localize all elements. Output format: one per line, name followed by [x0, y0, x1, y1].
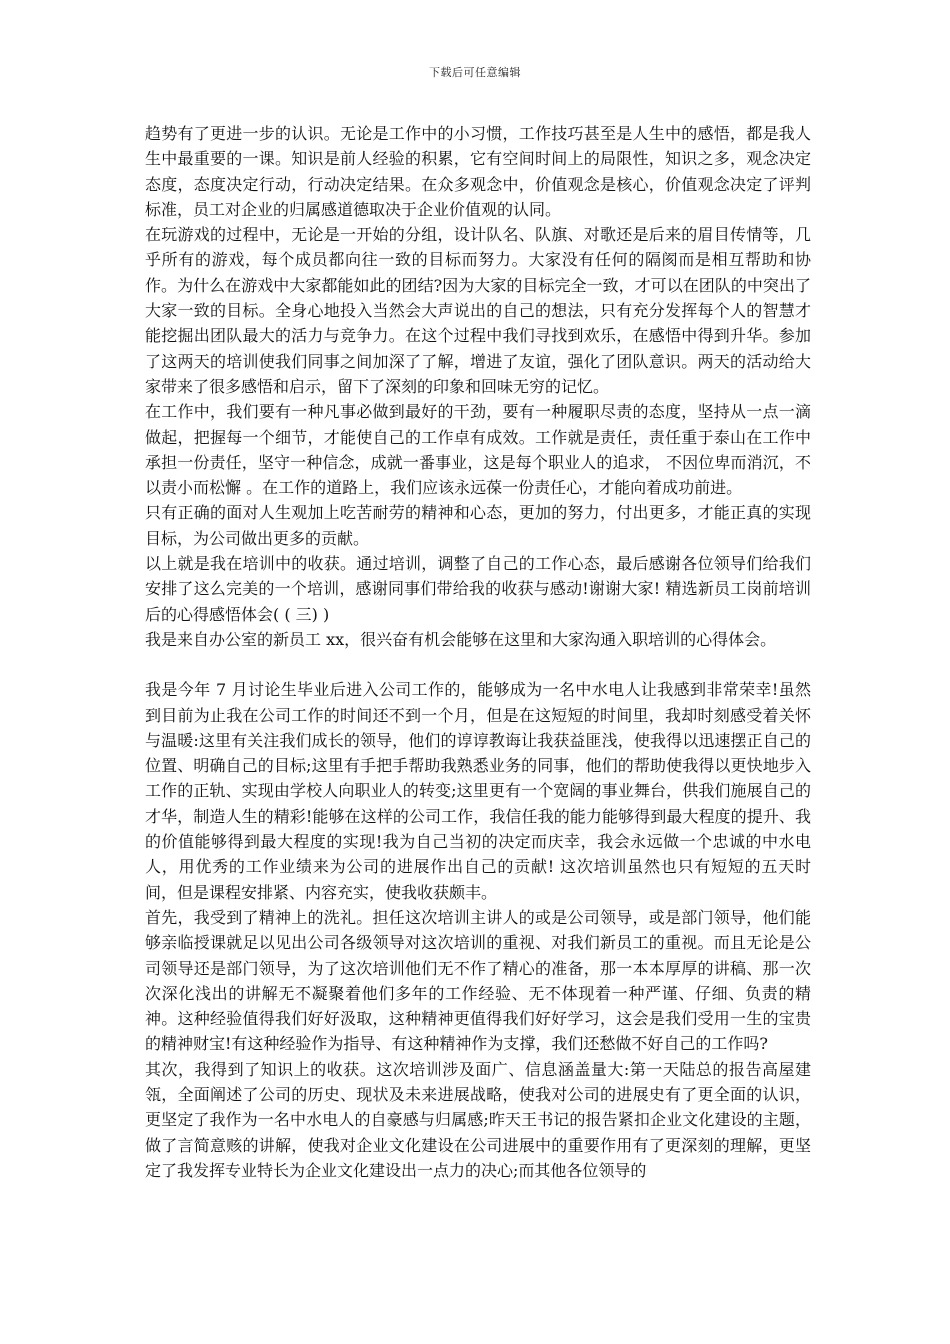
paragraph-8: 首先，我受到了精神上的洗礼。担任这次培训主讲人的或是公司领导，或是部门领导，他们能够亲临授课就足以见出公司各级领导对这次培训的重视、对我们新员工的重视。而且无论是公司领导还是部门领导，为了这次培训他们无不作了精心的准备，那一本本厚厚的讲稿、那一次次深化浅出的讲解无不凝聚着他们多年的工作经验、无不体现着一种严谨、仔细、负责的精神。这种经验值得我们好好汲取，这种精神更值得我们好好学习，这会是我们受用一生的宝贵的精神财宝!有这种经验作为指导、有这种精神作为支撑，我们还愁做不好自己的工作吗? — [145, 907, 811, 1054]
paragraph-spacer — [145, 652, 811, 677]
paragraph-6: 我是来自办公室的新员工 xx，很兴奋有机会能够在这里和大家沟通入职培训的心得体会。 — [145, 629, 777, 649]
paragraph-3: 在工作中，我们要有一种凡事必做到最好的干劲，要有一种履职尽责的态度，坚持从一点一滴做起，把握每一个细节，才能使自己的工作卓有成效。工作就是责任，责任重于泰山在工作中承担一份责任，坚守一种信念，成就一番事业，这是每个职业人的追求， 不因位卑而消沉，不以责小而松懈 。在工作的道路上，我们应该永远葆一份责任心，才能向着成功前进。 — [145, 402, 811, 498]
paragraph-4: 只有正确的面对人生观加上吃苦耐劳的精神和心态，更加的努力，付出更多，才能正真的实现目标，为公司做出更多的贡献。 — [145, 503, 811, 548]
document-body — [145, 121, 811, 1183]
paragraph-9: 其次，我得到了知识上的收获。这次培训涉及面广、信息涵盖量大:第一天陆总的报告高屋建瓴，全面阐述了公司的历史、现状及未来进展战略，使我对公司的进展史有了更全面的认识，更坚定了我作为一名中水电人的自豪感与归属感;昨天王书记的报告紧扣企业文化建设的主题，做了言简意赅的讲解，使我对企业文化建设在公司进展中的重要作用有了更深刻的理解，更坚定了我发挥专业特长为企业文化建设出一点力的决心;而其他各位领导的 — [145, 1059, 811, 1180]
paragraph-5: 以上就是我在培训中的收获。通过培训，调整了自己的工作心态，最后感谢各位领导们给我们安排了这么完美的一个培训，感谢同事们带给我的收获与感动!谢谢大家! 精选新员工岗前培训后的心得感悟体会( ( 三) ) — [145, 554, 811, 624]
paragraph-1: 趋势有了更进一步的认识。无论是工作中的小习惯，工作技巧甚至是人生中的感悟，都是我人生中最重要的一课。知识是前人经验的积累，它有空间时间上的局限性，知识之多，观念决定态度，态度决定行动，行动决定结果。在众多观念中，价值观念是核心，价值观念决定了评判标准，员工对企业的归属感道德取决于企业价值观的认同。 — [145, 124, 811, 219]
paragraph-7: 我是今年 7 月讨论生毕业后进入公司工作的，能够成为一名中水电人让我感到非常荣幸!虽然到目前为止我在公司工作的时间还不到一个月，但是在这短短的时间里，我却时刻感受着关怀与温暖:这里有关注我们成长的领导，他们的谆谆教诲让我获益匪浅，使我得以迅速摆正自己的位置、明确自己的目标;这里有手把手帮助我熟悉业务的同事，他们的帮助使我得以更快地步入工作的正轨、实现由学校人向职业人的转变;这里更有一个宽阔的事业舞台，供我们施展自己的才华，制造人生的精彩!能够在这样的公司工作，我信任我的能力能够得到最大程度的提升、我的价值能够得到最大程度的实现!我为自己当初的决定而庆幸，我会永远做一个忠诚的中水电人，用优秀的工作业绩来为公司的进展作出自己的贡献! 这次培训虽然也只有短短的五天时间，但是课程安排紧、内容充实，使我收获颇丰。 — [145, 680, 811, 902]
paragraph-2: 在玩游戏的过程中，无论是一开始的分组，设计队名、队旗、对歌还是后来的眉目传情等，几乎所有的游戏，每个成员都向往一致的目标而努力。大家没有任何的隔阂而是相互帮助和协作。为什么在游戏中大家都能如此的团结?因为大家的目标完全一致，才可以在团队的中突出了大家一致的目标。全身心地投入当然会大声说出的自己的想法，只有充分发挥每个人的智慧才能挖掘出团队最大的活力与竞争力。在这个过程中我们寻找到欢乐，在感悟中得到升华。参加了这两天的培训使我们同事之间加深了了解，增进了友谊，强化了团队意识。两天的活动给大家带来了很多感悟和启示，留下了深刻的印象和回味无穷的记忆。 — [145, 225, 811, 396]
page-header: 下载后可任意编辑 — [429, 66, 521, 79]
